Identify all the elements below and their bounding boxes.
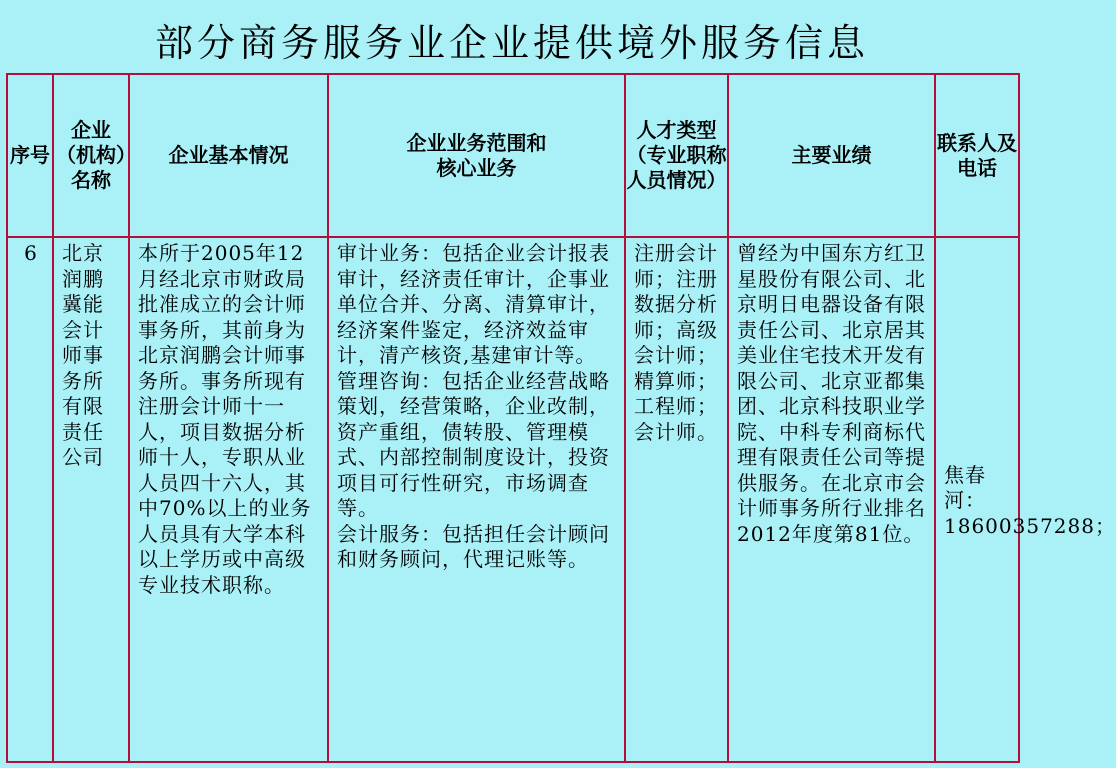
cell-contact: 焦春河：18600357288； xyxy=(935,237,1019,762)
cell-talent: 注册会计师；注册数据分析师；高级会计师；精算师；工程师；会计师。 xyxy=(625,237,728,762)
header-achievements: 主要业绩 xyxy=(728,74,935,237)
cell-basic: 本所于2005年12月经北京市财政局批准成立的会计师事务所，其前身为北京润鹏会计师事务所。事务所现有注册会计师十一人，项目数据分析师十人，专职从业人员四十六人，其中70%以上的业务人员具有大学本科以上学历或中高级专业技术职称。 xyxy=(129,237,328,762)
header-talent: 人才类型（专业职称人员情况） xyxy=(625,74,728,237)
header-name: 企业（机构）名称 xyxy=(53,74,129,237)
header-scope-line1: 企业业务范围和 xyxy=(406,130,547,155)
cell-name: 北京润鹏冀能会计师事务所有限责任公司 xyxy=(53,237,129,762)
header-scope-line2: 核心业务 xyxy=(436,155,517,180)
header-basic: 企业基本情况 xyxy=(129,74,328,237)
table-header-row xyxy=(7,74,1019,237)
header-seq: 序号 xyxy=(7,74,53,237)
header-contact: 联系人及电话 xyxy=(935,74,1019,237)
scope-audit: 审计业务：包括企业会计报表审计，经济责任审计，企事业单位合并、分离、清算审计，经济案件鉴定，经济效益审计，清产核资,基建审计等。 xyxy=(337,241,610,367)
table-row xyxy=(7,237,1019,762)
scope-consult: 管理咨询：包括企业经营战略策划，经营策略，企业改制，资产重组，债转股、管理模式、内部控制制度设计，投资项目可行性研究，市场调查等。 xyxy=(337,368,610,520)
cell-achievements: 曾经为中国东方红卫星股份有限公司、北京明日电器设备有限责任公司、北京居其美业住宅技术开发有限公司、北京亚都集团、北京科技职业学院、中科专利商标代理有限责任公司等提供服务。在北京市会计师事务所行业排名2012年度第81位。 xyxy=(728,237,935,762)
cell-scope xyxy=(328,237,625,762)
scope-accounting: 会计服务：包括担任会计顾问和财务顾问，代理记账等。 xyxy=(337,521,610,571)
cell-seq: 6 xyxy=(7,237,53,762)
header-scope xyxy=(328,74,625,237)
company-info-table xyxy=(6,73,1116,763)
page-title: 部分商务服务业企业提供境外服务信息 xyxy=(154,21,869,65)
